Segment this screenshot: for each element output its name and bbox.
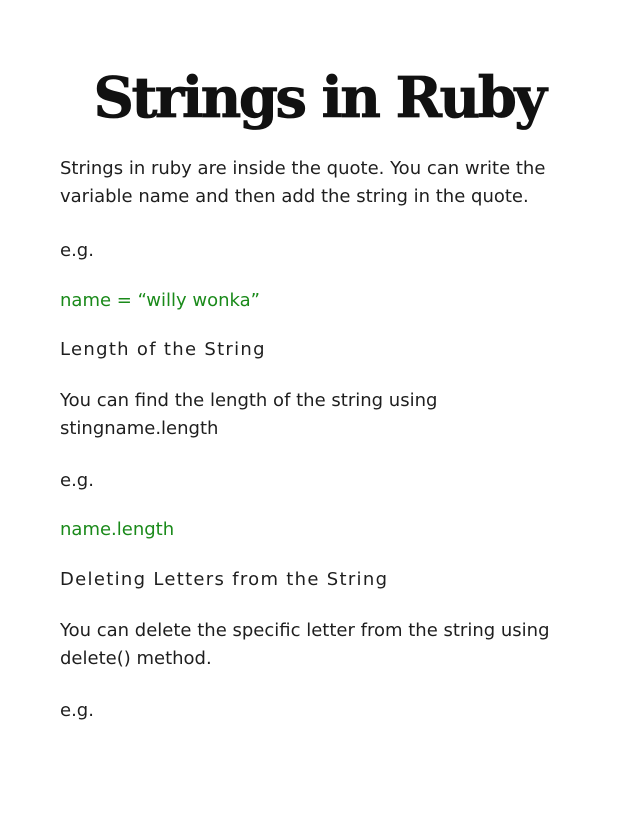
example-label-1: e.g. <box>60 240 94 261</box>
heading-length-of-string: Length of the String <box>60 339 266 360</box>
delete-paragraph-line-2: delete() method. <box>60 648 212 669</box>
heading-deleting-letters: Deleting Letters from the String <box>60 569 389 590</box>
intro-paragraph-line-1: Strings in ruby are inside the quote. You can write the <box>60 158 546 179</box>
example-label-3: e.g. <box>60 700 94 721</box>
length-paragraph-line-2: stingname.length <box>60 418 219 439</box>
code-example-1: name = “willy wonka” <box>60 290 260 311</box>
code-example-2: name.length <box>60 519 175 540</box>
example-label-2: e.g. <box>60 470 94 491</box>
page-title: Strings in Ruby <box>93 65 545 131</box>
intro-paragraph-line-2: variable name and then add the string in the quote. <box>60 186 529 207</box>
delete-paragraph-line-1: You can delete the specific letter from the string using <box>60 620 550 641</box>
length-paragraph-line-1: You can find the length of the string using <box>60 390 438 411</box>
